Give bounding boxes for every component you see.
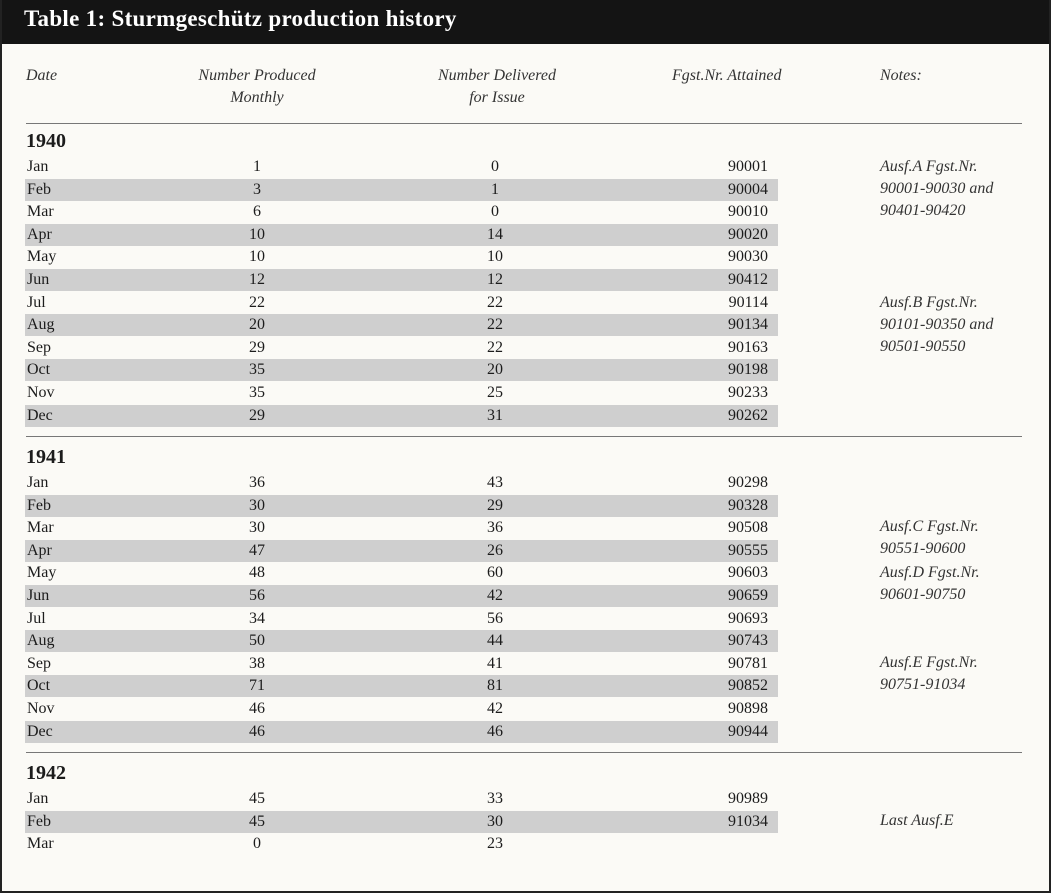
- cell-delivered: 30: [487, 812, 503, 830]
- table-title: Table 1: Sturmgeschütz production history: [24, 6, 457, 31]
- cell-month: Sep: [27, 338, 51, 356]
- cell-month: Apr: [27, 225, 52, 243]
- cell-fgst: 90603: [728, 564, 768, 582]
- cell-delivered: 33: [487, 790, 503, 807]
- cell-produced: 29: [249, 406, 265, 424]
- table-row: [25, 562, 778, 584]
- note-line: Ausf.C Fgst.Nr.: [880, 518, 979, 535]
- header-produced-line2: Monthly: [230, 89, 284, 106]
- cell-delivered: 12: [487, 271, 503, 288]
- cell-produced: 30: [249, 496, 265, 514]
- cell-fgst: 90944: [728, 722, 768, 740]
- cell-month: Aug: [27, 316, 55, 334]
- cell-delivered: 44: [487, 632, 503, 650]
- header-delivered: [400, 65, 594, 109]
- cell-produced: 48: [249, 564, 265, 582]
- note-line: Ausf.A Fgst.Nr.: [880, 158, 978, 175]
- header-delivered-line1: Number Delivered: [437, 67, 557, 84]
- cell-delivered: 20: [487, 361, 503, 379]
- table-row: [25, 721, 778, 743]
- cell-delivered: 56: [487, 609, 503, 627]
- cell-delivered: 43: [487, 474, 503, 491]
- table-row: [25, 585, 778, 607]
- note-line: 90751-91034: [880, 676, 966, 693]
- table-row: [25, 540, 778, 562]
- cell-produced: 10: [249, 225, 265, 243]
- table-row: [25, 269, 778, 291]
- cell-fgst: 90328: [728, 496, 768, 514]
- table-row: [25, 517, 778, 539]
- title-bar: [2, 0, 1049, 44]
- cell-produced: 3: [253, 180, 261, 198]
- cell-delivered: 42: [487, 700, 503, 717]
- table-row: [25, 359, 778, 381]
- cell-month: Aug: [27, 632, 55, 650]
- cell-month: May: [27, 564, 57, 582]
- header-produced-line1: Number Produced: [198, 67, 316, 84]
- cell-produced: 36: [249, 474, 265, 491]
- cell-delivered: 22: [487, 316, 503, 334]
- cell-fgst: 90134: [728, 316, 768, 334]
- note-block: [880, 516, 979, 560]
- year-heading: 1942: [26, 762, 66, 784]
- table-row: [25, 495, 778, 517]
- cell-delivered: 26: [487, 541, 503, 559]
- note-block: [880, 292, 993, 358]
- cell-month: Jul: [27, 293, 46, 311]
- cell-delivered: 23: [487, 835, 503, 853]
- cell-produced: 30: [249, 519, 265, 537]
- header-produced: [162, 65, 352, 109]
- section-rule: [26, 752, 1022, 753]
- cell-produced: 12: [249, 271, 265, 288]
- cell-fgst: 90198: [728, 361, 768, 379]
- cell-month: Oct: [27, 361, 51, 379]
- cell-month: Mar: [27, 835, 54, 853]
- cell-month: Nov: [27, 384, 55, 401]
- cell-fgst: 90010: [728, 203, 768, 221]
- cell-month: Jan: [27, 790, 49, 807]
- note-line: Ausf.B Fgst.Nr.: [880, 294, 978, 311]
- table-row: [25, 698, 778, 720]
- note-line: 90601-90750: [880, 586, 966, 603]
- cell-month: Feb: [27, 812, 51, 830]
- note-line: 90551-90600: [880, 540, 966, 557]
- cell-month: May: [27, 248, 57, 266]
- table-row: [25, 156, 778, 178]
- note-block: [880, 562, 980, 606]
- cell-month: Dec: [27, 406, 53, 424]
- cell-month: Dec: [27, 722, 53, 740]
- cell-delivered: 46: [487, 722, 503, 740]
- cell-month: Jul: [27, 609, 46, 627]
- cell-produced: 35: [249, 384, 265, 401]
- note-line: Ausf.D Fgst.Nr.: [880, 564, 980, 581]
- cell-fgst: 91034: [728, 812, 768, 830]
- cell-produced: 6: [253, 203, 261, 221]
- note-line: 90501-90550: [880, 338, 966, 355]
- cell-fgst: 90114: [728, 293, 768, 311]
- cell-produced: 38: [249, 654, 265, 672]
- table-row: [25, 337, 778, 359]
- cell-fgst: 90233: [728, 384, 768, 401]
- cell-produced: 34: [249, 609, 265, 627]
- header-fgst: Fgst.Nr. Attained: [672, 67, 782, 84]
- cell-delivered: 31: [487, 406, 503, 424]
- header-notes: Notes:: [880, 67, 922, 84]
- table-row: [25, 382, 778, 404]
- note-line: Ausf.E Fgst.Nr.: [880, 654, 978, 671]
- cell-delivered: 14: [487, 225, 503, 243]
- note-line: 90401-90420: [880, 202, 966, 219]
- cell-produced: 45: [249, 790, 265, 807]
- cell-fgst: 90852: [728, 677, 768, 695]
- note-block: [880, 156, 993, 222]
- cell-delivered: 22: [487, 338, 503, 356]
- cell-fgst: 90004: [728, 180, 768, 198]
- header-rule: [26, 123, 1022, 124]
- table-row: [25, 224, 778, 246]
- cell-fgst: 90001: [728, 158, 768, 175]
- table-row: [25, 675, 778, 697]
- table-row: [25, 788, 778, 810]
- cell-produced: 46: [249, 722, 265, 740]
- table-row: [25, 314, 778, 336]
- table-row: [25, 292, 778, 314]
- cell-produced: 22: [249, 293, 265, 311]
- table-row: [25, 201, 778, 223]
- cell-fgst: 90163: [728, 338, 768, 356]
- cell-produced: 50: [249, 632, 265, 650]
- cell-fgst: 90030: [728, 248, 768, 266]
- cell-produced: 71: [249, 677, 265, 695]
- cell-delivered: 25: [487, 384, 503, 401]
- cell-month: Feb: [27, 180, 51, 198]
- cell-delivered: 60: [487, 564, 503, 582]
- cell-delivered: 22: [487, 293, 503, 311]
- cell-month: Feb: [27, 496, 51, 514]
- note-line: Last Ausf.E: [880, 812, 954, 829]
- note-line: 90101-90350 and: [880, 316, 994, 333]
- cell-produced: 1: [253, 158, 261, 175]
- cell-fgst: 90659: [728, 587, 768, 604]
- cell-fgst: 90693: [728, 609, 768, 627]
- cell-delivered: 10: [487, 248, 503, 266]
- cell-fgst: 90989: [728, 790, 768, 807]
- year-heading: 1941: [26, 446, 66, 468]
- note-line: 90001-90030 and: [880, 180, 994, 197]
- cell-fgst: 90020: [728, 225, 768, 243]
- cell-fgst: 90412: [728, 271, 768, 288]
- cell-fgst: 90555: [728, 541, 768, 559]
- cell-month: Nov: [27, 700, 55, 717]
- table-row: [25, 653, 778, 675]
- cell-month: Jan: [27, 158, 49, 175]
- table-row: [25, 246, 778, 268]
- cell-month: Jan: [27, 474, 49, 491]
- cell-month: Mar: [27, 519, 54, 537]
- section-rule: [26, 436, 1022, 437]
- cell-month: Sep: [27, 654, 51, 672]
- cell-fgst: 90743: [728, 632, 768, 650]
- cell-produced: 29: [249, 338, 265, 356]
- table-row: [25, 472, 778, 494]
- cell-month: Jun: [27, 271, 50, 288]
- cell-fgst: 90508: [728, 519, 768, 537]
- cell-delivered: 0: [491, 203, 499, 221]
- cell-produced: 56: [249, 587, 265, 604]
- cell-month: Jun: [27, 587, 50, 604]
- cell-delivered: 41: [487, 654, 503, 672]
- cell-delivered: 36: [487, 519, 503, 537]
- cell-month: Apr: [27, 541, 52, 559]
- cell-produced: 45: [249, 812, 265, 830]
- table-row: [25, 405, 778, 427]
- table-row: [25, 179, 778, 201]
- note-block: [880, 652, 978, 696]
- cell-produced: 10: [249, 248, 265, 266]
- cell-produced: 47: [249, 541, 265, 559]
- table-row: [25, 608, 778, 630]
- table-row: [25, 811, 778, 833]
- cell-delivered: 0: [491, 158, 499, 175]
- cell-fgst: 90898: [728, 700, 768, 717]
- header-delivered-line2: for Issue: [469, 89, 525, 106]
- cell-fgst: 90262: [728, 406, 768, 424]
- cell-produced: 20: [249, 316, 265, 334]
- cell-produced: 0: [253, 835, 261, 853]
- cell-produced: 35: [249, 361, 265, 379]
- note-block: [880, 810, 954, 832]
- cell-month: Oct: [27, 677, 51, 695]
- cell-month: Mar: [27, 203, 54, 221]
- cell-delivered: 1: [491, 180, 499, 198]
- cell-delivered: 81: [487, 677, 503, 695]
- cell-fgst: 90298: [728, 474, 768, 491]
- table-row: [25, 630, 778, 652]
- cell-delivered: 29: [487, 496, 503, 514]
- table-row: [25, 833, 778, 855]
- cell-produced: 46: [249, 700, 265, 717]
- header-date: Date: [26, 67, 58, 84]
- cell-fgst: 90781: [728, 654, 768, 672]
- year-heading: 1940: [26, 130, 66, 152]
- cell-delivered: 42: [487, 587, 503, 604]
